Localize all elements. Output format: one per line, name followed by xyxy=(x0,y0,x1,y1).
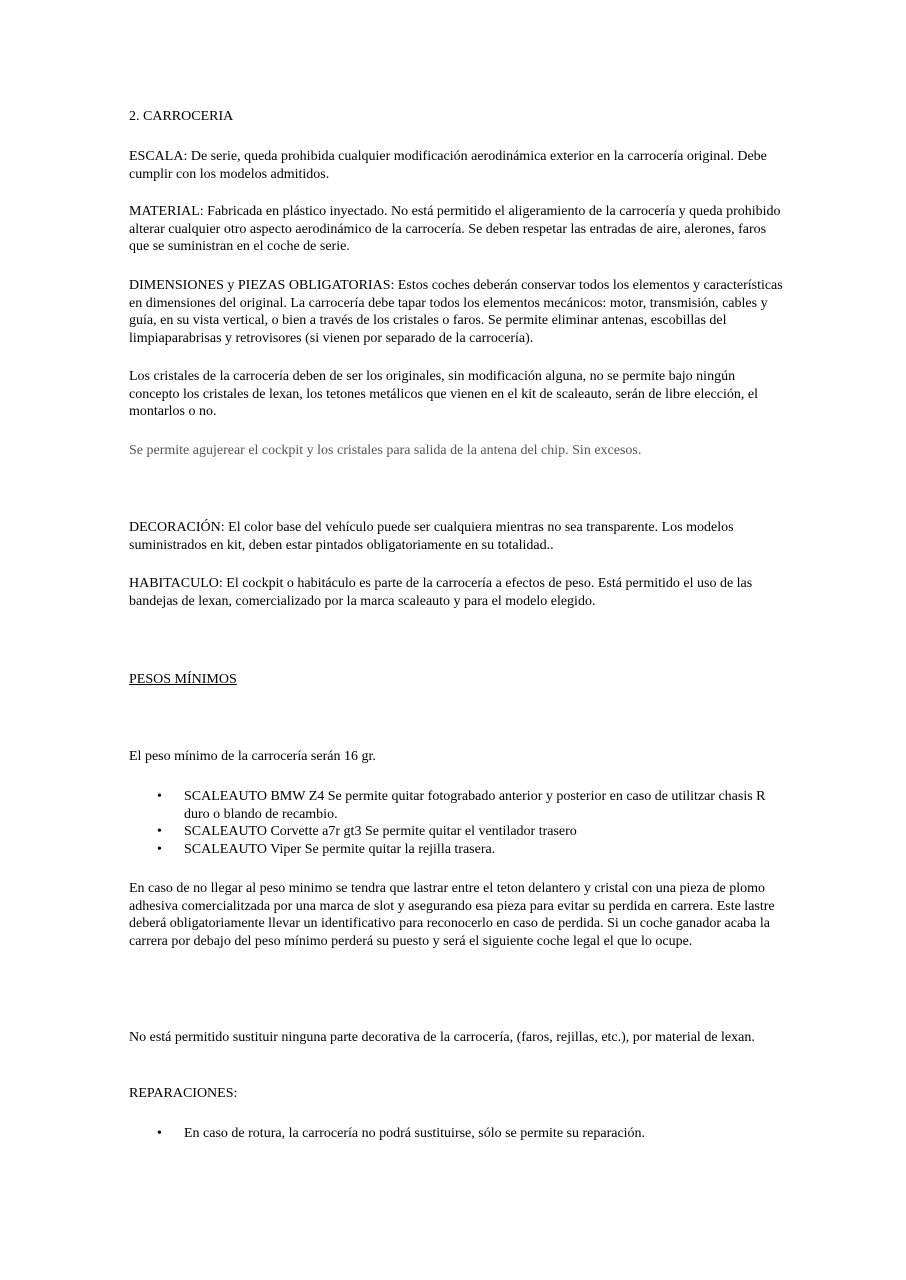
bullet-icon: • xyxy=(157,1126,162,1141)
paragraph-material: MATERIAL: Fabricada en plástico inyectado. No está permitido el aligeramiento de la carrocería y queda prohibido alterar cualquier otro aspecto aerodinámico de la carrocería. Se deben respetar las entradas de aire, alerones, faros que se suministran en el coche de serie. xyxy=(129,204,781,254)
paragraph-peso-minimo: El peso mínimo de la carrocería serán 16 gr. xyxy=(129,749,376,764)
section-heading-carroceria: 2. CARROCERIA xyxy=(129,109,234,124)
paragraph-agujerear: Se permite agujerear el cockpit y los cristales para salida de la antena del chip. Sin excesos. xyxy=(129,443,642,458)
paragraph-escala: ESCALA: De serie, queda prohibida cualquier modificación aerodinámica exterior en la carrocería original. Debe cumplir con los modelos admitidos. xyxy=(129,149,767,182)
peso-exceptions-list xyxy=(129,788,789,858)
list-item xyxy=(129,823,789,841)
list-item-text: En caso de rotura, la carrocería no podrá sustituirse, sólo se permite su reparación. xyxy=(184,1126,646,1141)
bullet-icon: • xyxy=(157,789,162,804)
list-item-text: SCALEAUTO BMW Z4 Se permite quitar fotograbado anterior y posterior en caso de utilitzar chasis R duro o blando de recambio. xyxy=(184,789,766,822)
list-item xyxy=(129,1125,789,1143)
list-item xyxy=(129,841,789,859)
list-item-text: SCALEAUTO Corvette a7r gt3 Se permite quitar el ventilador trasero xyxy=(184,824,577,839)
paragraph-cristales: Los cristales de la carrocería deben de ser los originales, sin modificación alguna, no se permite bajo ningún concepto los cristales de lexan, los tetones metálicos que vienen en el kit de scaleauto, serán de libre elección, el montarlos o no. xyxy=(129,369,758,419)
bullet-icon: • xyxy=(157,841,162,857)
list-item-text: SCALEAUTO Viper Se permite quitar la rejilla trasera. xyxy=(184,841,496,857)
bullet-icon: • xyxy=(157,824,162,839)
paragraph-lastre: En caso de no llegar al peso minimo se tendra que lastrar entre el teton delantero y cristal con una pieza de plomo adhesiva comercialitzada por una marca de slot y asegurando esa pieza para evitar su perdida en carrera. Este lastre deberá obligatoriamente llevar un identificativo para reconocerlo en caso de perdida. Si un coche ganador acaba la carrera por debajo del peso mínimo perderá su puesto y será el siguiente coche legal el que lo ocupe. xyxy=(129,881,775,949)
paragraph-decoracion: DECORACIÓN: El color base del vehículo puede ser cualquiera mientras no sea transparente. Los modelos suministrados en kit, deben estar pintados obligatoriamente en su totalidad.. xyxy=(129,520,734,553)
list-item xyxy=(129,788,789,823)
section-heading-pesos-minimos: PESOS MÍNIMOS xyxy=(129,672,237,687)
reparaciones-list xyxy=(129,1125,789,1143)
paragraph-sustituir: No está permitido sustituir ninguna parte decorativa de la carrocería, (faros, rejillas, etc.), por material de lexan. xyxy=(129,1030,755,1045)
paragraph-habitaculo: HABITACULO: El cockpit o habitáculo es parte de la carrocería a efectos de peso. Está permitido el uso de las bandejas de lexan, comercializado por la marca scaleauto y para el modelo elegido. xyxy=(129,576,753,609)
section-heading-reparaciones: REPARACIONES: xyxy=(129,1086,238,1101)
paragraph-dimensiones: DIMENSIONES y PIEZAS OBLIGATORIAS: Estos coches deberán conservar todos los elementos y características en dimensiones del original. La carrocería debe tapar todos los elementos mecánicos: motor, transmisión, cables y guía, en su vista vertical, o bien a través de los cristales o faros. Se permite eliminar antenas, escobillas del limpiaparabrisas y retrovisores (si vienen por separado de la carrocería). xyxy=(129,278,783,346)
